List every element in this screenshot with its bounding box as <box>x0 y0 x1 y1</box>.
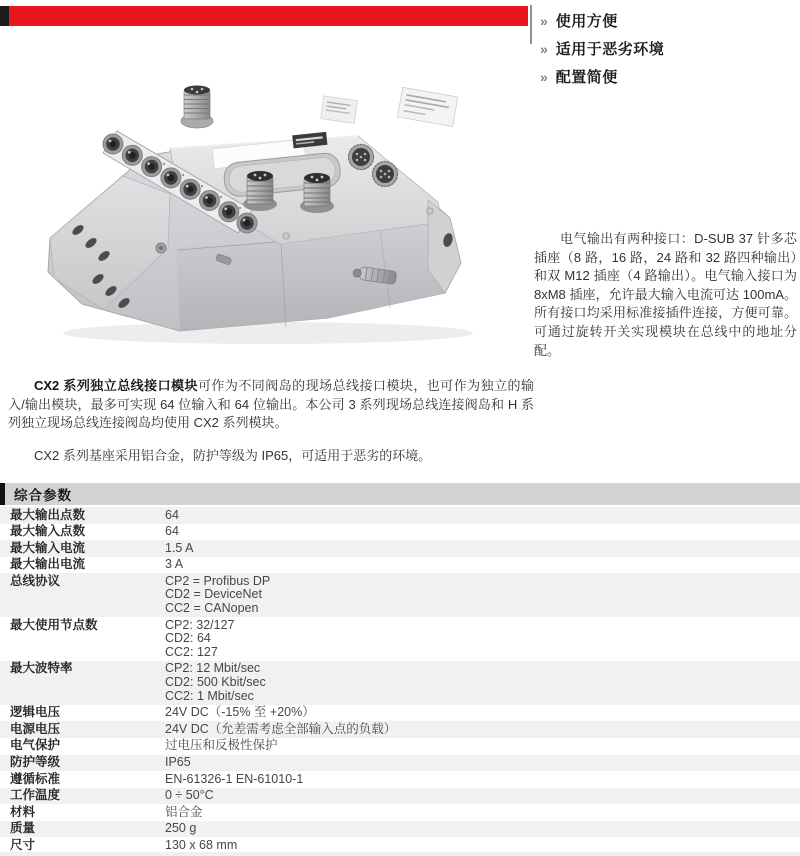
spec-value <box>165 789 800 803</box>
spec-value-line: CC2: 127 <box>165 644 218 659</box>
rating-label <box>397 87 457 126</box>
spec-label: 尺寸 <box>10 837 36 852</box>
feature-list <box>540 12 664 96</box>
spec-row <box>0 540 800 557</box>
spec-value-line: 130 x 68 mm <box>165 837 238 852</box>
header-divider-line <box>530 5 532 44</box>
spec-value-line: 24V DC（允差需考虑全部输入点的负载） <box>165 721 397 736</box>
spec-value-line: 0 ÷ 50°C <box>165 788 214 803</box>
spec-value-line: 24V DC（-15% 至 +20%） <box>165 705 315 720</box>
spec-value <box>165 542 800 556</box>
m12-connector-top <box>181 86 213 129</box>
spec-value-line: 铝合金 <box>165 804 203 819</box>
spec-label: 最大使用节点数 <box>10 617 98 632</box>
fieldbus-module-illustration <box>28 80 498 348</box>
spec-label: 总线协议 <box>10 573 61 588</box>
m12-connector-right-top <box>349 145 374 170</box>
feature-item <box>540 68 664 87</box>
spec-value-line: CP2 = Profibus DP <box>165 573 271 588</box>
specs-table <box>0 507 800 854</box>
chevron-bullet-icon: » <box>540 69 548 85</box>
product-name: CX2 系列独立总线接口模块 <box>34 378 198 393</box>
feature-label: 使用方便 <box>555 13 618 30</box>
spec-value-line: CD2: 500 Kbit/sec <box>165 675 266 690</box>
intro-paragraph-1 <box>8 377 534 433</box>
feature-item <box>540 40 664 59</box>
spec-value <box>165 806 800 820</box>
m12-connector-center-left <box>243 171 277 211</box>
spec-value <box>165 619 800 660</box>
spec-value-line: CD2: 64 <box>165 631 211 646</box>
spec-value <box>165 739 800 753</box>
spec-label: 电气保护 <box>10 738 61 753</box>
spec-value <box>165 662 800 703</box>
spec-label: 质量 <box>10 821 36 836</box>
spec-value-line: 1.5 A <box>165 540 194 555</box>
spec-label: 电源电压 <box>10 721 61 736</box>
spec-value <box>165 525 800 539</box>
spec-value-line: IP65 <box>165 755 191 769</box>
spec-row <box>0 771 800 788</box>
spec-value <box>165 822 800 836</box>
feature-label: 适用于恶劣环境 <box>555 41 665 58</box>
spec-value-line: CP2: 12 Mbit/sec <box>165 661 261 676</box>
intro-paragraph-1-text: 可作为不同阀岛的现场总线接口模块，也可作为独立的输入/输出模块，最多可实现 64 位输入和 64 位输出。本公司 3 系列现场总线连接阀岛和 H 系列独立现场总线连接阀岛均使用 CX2 系列模块。 <box>8 378 534 430</box>
spec-value-line: CC2 = CANopen <box>165 601 259 616</box>
spec-row <box>0 705 800 722</box>
spec-row <box>0 617 800 661</box>
intro-right-paragraph: 电气输出有两种接口：D-SUB 37 针多芯插座（8 路，16 路，24 路和 32 路四种输出）和双 M12 插座（4 路输出）。电气输入接口为 8xM8 插座，允许最大输入电流可达 100mA。所有接口均采用标准接插件连接，方便可靠。可通过旋转开关实现模块在总线中的地址分配。 <box>534 231 797 358</box>
spec-label: 防护等级 <box>10 755 61 769</box>
m12-connector-center-right <box>300 173 334 213</box>
specs-section-header <box>0 483 800 505</box>
spec-row <box>0 524 800 541</box>
spec-label: 逻辑电压 <box>10 705 61 720</box>
spec-row <box>0 788 800 805</box>
spec-value <box>165 558 800 572</box>
page-bottom-strip <box>0 852 800 856</box>
spec-label: 最大输出电流 <box>10 557 86 572</box>
feature-label: 配置简便 <box>555 69 618 86</box>
spec-value-line: 过电压和反极性保护 <box>165 738 278 753</box>
chevron-bullet-icon: » <box>540 41 548 57</box>
spec-value-line: EN-61326-1 EN-61010-1 <box>165 771 304 786</box>
spec-label: 遵循标准 <box>10 771 61 786</box>
spec-row <box>0 573 800 617</box>
spec-row <box>0 821 800 838</box>
spec-label: 最大波特率 <box>10 661 73 676</box>
spec-row <box>0 557 800 574</box>
spec-value-line: CD2 = DeviceNet <box>165 587 262 602</box>
spec-label: 工作温度 <box>10 788 61 803</box>
spec-row <box>0 738 800 755</box>
product-photo <box>28 80 498 348</box>
spec-value-line: 64 <box>165 524 179 539</box>
spec-value-line: 250 g <box>165 821 197 836</box>
header-accent-black <box>0 6 9 26</box>
spec-value-line: CC2: 1 Mbit/sec <box>165 688 254 703</box>
spec-value <box>165 723 800 737</box>
spec-value <box>165 839 800 853</box>
intro-paragraph-2: CX2 系列基座采用铝合金，防护等级为 IP65，可适用于恶劣的环境。 <box>34 448 432 463</box>
spec-value-line: 3 A <box>165 557 184 572</box>
spec-row <box>0 507 800 524</box>
spec-value <box>165 575 800 616</box>
m12-connector-right-bottom <box>373 162 398 187</box>
spec-row <box>0 721 800 738</box>
header-red-bar <box>9 6 528 26</box>
spec-value <box>165 509 800 523</box>
chevron-bullet-icon: » <box>540 13 548 29</box>
spec-value <box>165 773 800 787</box>
feature-item <box>540 12 664 31</box>
spec-row <box>0 804 800 821</box>
spec-label: 最大输入电流 <box>10 540 86 555</box>
spec-row <box>0 755 800 772</box>
spec-value-line: 64 <box>165 507 179 522</box>
spec-value <box>165 706 800 720</box>
spec-label: 材料 <box>10 804 36 819</box>
spec-row <box>0 661 800 705</box>
spec-value <box>165 756 800 770</box>
specs-section-title: 综合参数 <box>14 488 72 503</box>
spec-label: 最大输入点数 <box>10 524 86 539</box>
spec-label: 最大输出点数 <box>10 507 86 522</box>
spec-value-line: CP2: 32/127 <box>165 617 235 632</box>
